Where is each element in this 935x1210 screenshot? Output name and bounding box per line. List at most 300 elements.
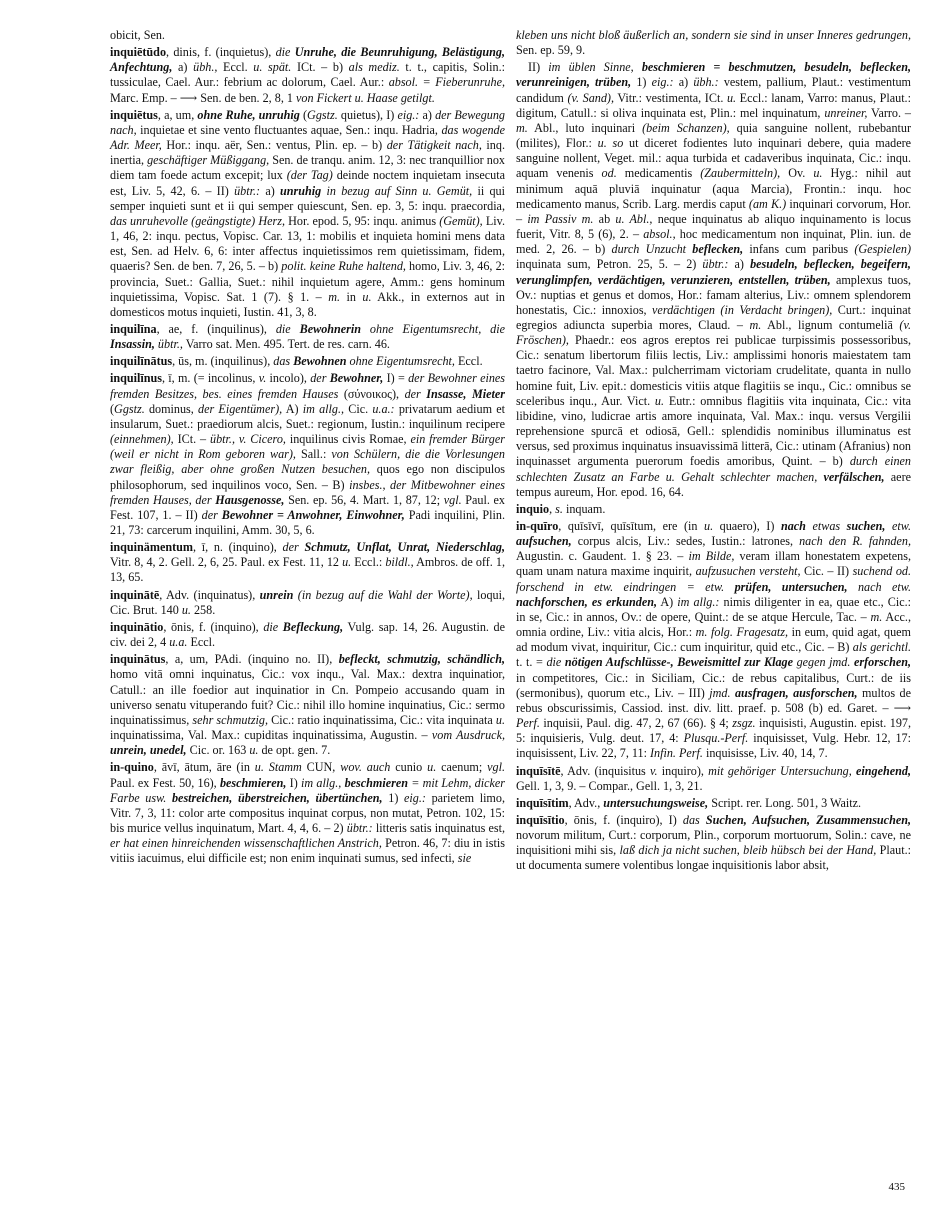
italic-gloss: Ggstz.	[114, 401, 145, 416]
italic-gloss: der Tätigkeit nach,	[386, 138, 482, 153]
entry-text: a)	[260, 183, 281, 198]
italic-gloss: u. so	[597, 136, 624, 151]
italic-gloss: m. folg. Fragesatz,	[695, 625, 789, 640]
italic-gloss: unreiner,	[824, 105, 868, 120]
italic-gloss: im allg.:	[677, 594, 720, 609]
italic-gloss: nach etw.	[847, 579, 911, 594]
entry-text: 1)	[631, 75, 652, 90]
entry-text: Akk., in externos aut in domesticos motus inquieti, Iustin. 41, 3, 8.	[110, 289, 505, 319]
entry-headword: inquīsītim	[516, 795, 569, 810]
definition-emphasis: unrein, unedel,	[110, 743, 187, 758]
entry-text: Cic. or. 163	[186, 743, 250, 758]
entry-text: , quīsīvī, quīsītum, ere (in	[558, 519, 704, 533]
entry-text: veram illam honestatem expetens, quam unam natura maxime inquirit,	[516, 549, 912, 579]
italic-gloss: kleben uns nicht bloß äußerlich an, sondern sie sind in unser Inneres gedrungen,	[516, 28, 911, 42]
entry-headword: inquiētus	[110, 107, 158, 122]
entry-text: privatarum aedium et insularum, Suet.: praediorum alcis, Suet.: regionum, Iustin.: inquilinum recipere	[110, 401, 505, 431]
italic-gloss: aufzusuchen versteht,	[695, 564, 801, 579]
italic-gloss: u.a.	[169, 635, 188, 650]
definition-emphasis: Bewohnen	[293, 354, 347, 369]
italic-gloss: bildl.,	[385, 555, 414, 570]
entry-text: inquam.	[562, 501, 606, 516]
entry-text: a)	[419, 107, 436, 122]
italic-gloss: das unruhevolle (geängstigte) Herz,	[110, 213, 285, 228]
definition-emphasis: beflecken,	[692, 242, 744, 257]
italic-gloss: u.	[726, 90, 737, 105]
entry-text: CUN,	[301, 760, 341, 775]
italic-gloss: Infin. Perf.	[650, 746, 703, 761]
definition-emphasis: Bewohner = Anwohner, Einwohner,	[221, 507, 405, 522]
entry-headword: inquīsītē	[516, 763, 561, 778]
italic-gloss: u.	[427, 760, 437, 775]
entry-text: loqui, Cic. Brut. 140	[110, 587, 505, 617]
italic-gloss: die	[275, 321, 300, 336]
italic-gloss: (Gemüt),	[439, 213, 483, 228]
italic-gloss: (in bezug auf die Wahl der Worte),	[293, 587, 473, 602]
italic-gloss: jmd.	[709, 685, 735, 700]
italic-gloss: od.	[601, 166, 617, 181]
italic-gloss: u.	[362, 289, 372, 304]
dictionary-entry	[110, 588, 505, 618]
entry-text: homo vitā omni inquinatus, Cic.: vox inqu., Val. Max.: dextra inquinatior, Catull.: an ille foedior aut inquinatior in Cn. Pompeio accusando quam in universo senatu vituperando fuit? Cic.: nihil illo homine inquinatius, Cic.: sermo inquinatissimus,	[110, 667, 505, 727]
dictionary-entry	[110, 28, 505, 43]
entry-text: Petron. 46, 7: diu in istis vitiis iacuimus, elui difficile est; non enim inquinati sumus, sed infecti,	[110, 836, 505, 866]
entry-text: inquinatissima, Val. Max.: cupiditas inquinatissima, Augustin. –	[110, 728, 432, 743]
definition-emphasis: nach	[780, 519, 806, 533]
entry-text: ICt. –	[173, 432, 211, 447]
dictionary-entry	[516, 60, 911, 500]
dictionary-entry	[110, 322, 505, 352]
dictionary-entry	[516, 796, 911, 811]
entry-text: in eum, quid agat, quem ad modum vivat, inquiritur, Cic.: cum inquiritur, quid etc., Cic. – B)	[516, 625, 911, 655]
italic-gloss: Ggstz.	[307, 107, 338, 122]
italic-gloss: (v. Sand),	[567, 90, 615, 105]
entry-text: Paul. ex Fest. 107, 1. – II)	[110, 492, 505, 522]
entry-text: Cic. – II)	[800, 564, 853, 579]
entry-text: (	[299, 107, 308, 122]
definition-emphasis: Schmutz, Unflat, Unrat, Niederschlag,	[304, 540, 506, 555]
entry-text: Hyg.: nihil aut minimum aquā pluviā inquinatur (aqua Marcia), Frontin.: inqu. hoc medicamento manus, Scrib. Larg. merdis caput	[516, 166, 911, 211]
entry-text: corpus alcis, Liv.: sedes, Iustin.: latrones,	[571, 534, 800, 549]
entry-text: Sen. de tranqu. anim. 12, 3: nec tranquillior nox diem tam foede actum excepit; lux	[110, 153, 505, 183]
italic-gloss: = mit Lehm, dicker Farbe usw.	[110, 775, 506, 805]
entry-text: I) =	[383, 371, 409, 386]
italic-gloss: (Zaubermitteln),	[700, 166, 781, 181]
dictionary-entry	[110, 45, 505, 106]
italic-gloss: v.	[258, 371, 267, 386]
entry-headword: inquio	[516, 501, 550, 516]
entry-text: inquiro),	[657, 763, 709, 778]
entry-text: Sall.:	[295, 447, 332, 462]
entry-text: Marc. Emp. – ⟶ Sen. de ben. 2, 8, 1	[110, 90, 296, 105]
entry-text: nimis diligenter in ea, quae etc., Cic.: in se, Cic.: in annos, Ov.: de opere, Quint.: de se atque Hercule, Tac. –	[516, 594, 912, 624]
entry-text: (	[110, 401, 115, 416]
italic-gloss: sehr schmutzig,	[192, 712, 269, 727]
entry-text: hoc medicamentum non inquinat, Plin. iun. de med. 2, 26. – b)	[516, 227, 911, 257]
definition-emphasis: beschmieren,	[219, 775, 287, 790]
dictionary-entry	[110, 652, 505, 758]
italic-gloss: vom Ausdruck,	[431, 728, 505, 743]
definition-emphasis: beschmieren	[344, 775, 408, 790]
dictionary-entry	[516, 813, 911, 874]
definition-emphasis: bestreichen, überstreichen, übertünchen,	[171, 790, 383, 805]
entry-text: Eccl.: lanam, Varro: manus, Plaut.: digitum, Catull.: si oliva inquinata est, Plin.: mel inquinatum,	[516, 90, 911, 120]
definition-emphasis: besudeln, beflecken, begeifern, verunglimpfen, verdächtigen, verunzieren, entstellen, trüben,	[516, 257, 911, 287]
italic-gloss: der	[201, 507, 222, 522]
entry-text: Gell. 1, 3, 9. – Compar., Gell. 1, 3, 21.	[516, 778, 703, 793]
entry-headword: in-quīro	[516, 519, 559, 533]
italic-gloss: durch Unzucht	[611, 242, 693, 257]
italic-gloss: gegen jmd.	[792, 655, 854, 670]
italic-gloss: polit. keine Ruhe haltend,	[281, 259, 406, 274]
entry-text: Plaut.: ut documenta sumere volentibus longae inquisitionis labor absit,	[516, 843, 911, 873]
entry-text: Hor.: inqu. aër, Sen.: ventus, Plin. ep. – b)	[161, 138, 387, 153]
entry-text: Sen. ep. 56, 4. Mart. 1, 87, 12;	[284, 492, 444, 507]
italic-gloss: die	[275, 45, 295, 60]
entry-text: inquisisti, Augustin. epist. 197, 5: inquisieris, Vulg. deut. 17, 4:	[516, 716, 911, 746]
entry-text: (σύνοικος),	[338, 386, 405, 401]
entry-headword: inquinātē	[110, 587, 160, 602]
italic-gloss: der	[310, 371, 330, 386]
definition-emphasis: nachforschen, es erkunden,	[516, 594, 658, 609]
entry-text: , ōnis, f. (inquino),	[163, 619, 264, 634]
entry-text: Acc., omnia ordine, Liv.: vitia alcis, Hor.:	[516, 609, 911, 640]
entry-text: t. t. =	[516, 655, 547, 670]
entry-headword: inquiētūdo	[110, 45, 167, 60]
italic-gloss: etw.	[885, 519, 912, 533]
italic-gloss: übtr.:	[346, 820, 373, 835]
definition-emphasis: Insassin,	[110, 337, 155, 352]
page-number: 435	[888, 1181, 905, 1193]
italic-gloss: (am K.)	[748, 196, 787, 211]
entry-text: ii qui semper inquieti sunt et ii qui semper quiescunt, Sen. ep. 3, 5: inqu. praecordia,	[110, 183, 505, 213]
italic-gloss: u.	[654, 393, 665, 408]
italic-gloss: suchend od. forschend in etw. eindringen = etw.	[516, 564, 912, 594]
entry-text: inquilinus civis Romae,	[285, 432, 411, 447]
italic-gloss: wov. auch	[340, 760, 391, 775]
entry-text: deinde noctem inquietam insecuta est, Liv. 5, 42, 6. – II)	[110, 168, 505, 198]
entry-text: , ae, f. (inquilinus),	[156, 321, 276, 336]
italic-gloss: absol.,	[643, 227, 676, 242]
dictionary-entry	[110, 354, 505, 369]
italic-gloss: ein fremder Bürger (weil er nicht in Rom geboren war),	[110, 432, 505, 462]
definition-emphasis: nötigen Aufschlüsse-, Beweismittel zur Klage	[564, 655, 793, 670]
italic-gloss: der Bewohner eines fremden Besitzes, bes. eines fremden Hauses	[110, 371, 506, 401]
italic-gloss: eig.:	[397, 107, 420, 122]
italic-gloss: eig.:	[651, 75, 674, 90]
entry-headword: inquinämentum	[110, 540, 193, 555]
entry-text: multos de rebus obscurissimis, Cassiod. inst. div. litt. praef. p. 508 (b) ed. Garet. – ⟶	[516, 685, 911, 715]
entry-text: Cic.: ratio inquinatissima, Cic.: vita inquinata	[268, 712, 496, 727]
definition-emphasis: Insasse, Mieter	[426, 386, 505, 401]
entry-text: t. t., capitis, Solin.: tussiculae, Cael. Aur.: febrium ac dolorum, Cael. Aur.:	[110, 60, 505, 90]
entry-text: Hor. epod. 5, 95: inqu. animus	[285, 213, 440, 228]
definition-emphasis: eingehend,	[856, 763, 911, 778]
italic-gloss: Perf.	[516, 716, 540, 731]
italic-gloss: eig.:	[404, 790, 426, 805]
dictionary-entry	[516, 519, 911, 762]
entry-text: , ī, m. (= incolinus,	[161, 371, 259, 386]
entry-text: Eccl.	[187, 635, 216, 650]
entry-headword: inquinātus	[110, 652, 166, 667]
entry-text: cunio	[390, 760, 428, 775]
italic-gloss: im allg.,	[302, 401, 345, 416]
entry-text: a)	[172, 60, 194, 75]
entry-text: dominus,	[144, 401, 199, 416]
italic-gloss: er hat einen hinreichenden wissenschaftlichen Anstrich,	[110, 836, 382, 851]
italic-gloss: vgl.	[443, 492, 462, 507]
italic-gloss: u. Stamm	[254, 760, 302, 775]
entry-text: inquisisset, Vulg. Hebr. 12, 17: inquisissent, Liv. 22, 7, 11:	[516, 731, 911, 761]
italic-gloss: s.	[555, 501, 563, 516]
italic-gloss: Plusqu.-Perf.	[683, 731, 749, 746]
entry-text: in competitores, Cic.: in Siciliam, Cic.: de rebus capitalibus, Curt.: de iis (sermonibus), quorum etc., Liv. – III)	[516, 670, 911, 700]
dictionary-entry	[110, 540, 505, 585]
entry-text: inquietae et sine vento fluctuantes aquae, Sen.: inqu. Hadria,	[136, 122, 442, 137]
entry-text: quia sanguine nollent, rubebantur (milites), Flor.:	[516, 120, 911, 151]
italic-gloss: im Passiv m.	[527, 211, 594, 226]
entry-text: , āvī, ātum, āre (in	[153, 760, 255, 775]
italic-gloss: u.	[813, 166, 823, 181]
entry-text: Varro sat. Men. 495. Tert. de res. carn. 46.	[182, 337, 390, 352]
definition-emphasis: Hausgenosse,	[215, 492, 285, 507]
definition-emphasis: unruhig	[280, 183, 322, 198]
dictionary-entry	[110, 108, 505, 320]
entry-text: inquinari corvorum, Hor. –	[516, 196, 911, 226]
italic-gloss: übtr.,	[154, 337, 183, 352]
definition-emphasis: ohne Ruhe, unruhig	[197, 107, 300, 122]
entry-text: I)	[286, 775, 301, 790]
italic-gloss: verdächtigen (in Verdacht bringen),	[652, 302, 833, 317]
dictionary-entry	[516, 28, 911, 58]
entry-text: homo, Liv. 3, 46, 2: provincia, Suet.: Gallia, Suet.: nihil inquietum agere, Amm.: gens hominum inquietissima, Vopisc. Sat. 1 (7). § 1. –	[110, 259, 506, 304]
entry-text: ICt. – b)	[291, 60, 349, 75]
italic-gloss: u.	[342, 555, 352, 570]
entry-text: inquisisse, Liv. 40, 14, 7.	[702, 746, 828, 761]
entry-text: Curt.: inquinat egregios adiuncta superbia mores, Claud. –	[516, 302, 911, 332]
italic-gloss: in bezug auf Sinn u. Gemüt,	[321, 183, 473, 198]
definition-emphasis: suchen,	[846, 519, 886, 533]
entry-text: A)	[657, 594, 678, 609]
entry-text: Padi inquilini, Plin. 21, 73: carcerum inquilini, Amm. 30, 5, 6.	[110, 507, 506, 537]
dictionary-entry	[516, 502, 911, 517]
entry-text: ,	[549, 501, 556, 516]
entry-text: 258.	[190, 602, 216, 617]
italic-gloss: ohne Eigentumsrecht, die	[361, 321, 505, 336]
italic-gloss: der	[282, 540, 305, 555]
italic-gloss: u.	[249, 743, 259, 758]
entry-text: aere tempus aureum, Hor. epod. 16, 64.	[516, 469, 911, 499]
dictionary-entry	[516, 764, 911, 794]
entry-text: , a, um, PAdi. (inquino no. II),	[165, 652, 339, 667]
italic-gloss: die	[546, 655, 565, 670]
italic-gloss: u.	[495, 712, 506, 727]
entry-text: neque inquinatus ab aliquo inquinamento is locus fuerit, Vitr. 8, 5 (6), 2. –	[516, 211, 912, 242]
dictionary-entry	[110, 371, 505, 538]
entry-text: vestem, pallium, Plaut.: vestimentum candidum	[516, 75, 911, 105]
entry-text: novorum militum, Curt.: corporum, Plin., corporum mortuorum, Solin.: cave, ne inquisitioni mihi sis,	[516, 828, 911, 858]
italic-gloss: übtr., v. Cicero,	[210, 432, 286, 447]
definition-emphasis: untersuchungsweise,	[603, 795, 709, 810]
entry-text: ut diceret fodientes luto inquinari debere, quia madere sanguine nollent, Veget. mil.: aqua turbida et cadaveribus inquinata, Cic.: inqu. aquam venenis	[516, 136, 912, 181]
definition-emphasis: unrein	[259, 587, 294, 602]
entry-text: , Adv. (inquisitus	[560, 763, 650, 778]
italic-gloss: das wogende Adr. Meer,	[110, 122, 505, 153]
entry-text: , ūs, m. (inquilinus),	[172, 354, 274, 369]
italic-gloss: m.	[749, 317, 762, 332]
definition-emphasis: prüfen, untersuchen,	[734, 579, 848, 594]
italic-gloss: u.a.:	[372, 401, 395, 416]
dictionary-entry	[110, 760, 505, 866]
entry-text: Sen. ep. 59, 9.	[516, 43, 586, 58]
entry-text: Ambros. de off. 1, 13, 65.	[110, 555, 505, 585]
definition-emphasis: Suchen, Aufsuchen, Zusammensuchen,	[705, 812, 911, 827]
italic-gloss: übtr.:	[234, 183, 261, 198]
entry-text: Liv. 1, 46, 2: inqu. pectus, Vopisc. Car. 13, 1: mobilis et inquieta homini mens data est, Sen. ad Helv. 6, 6: inter affectus inquietissimos rem quietissimam, fidem, quaeris? Sen. de ben. 7, 26, 5. – b)	[110, 213, 505, 274]
entry-text: inquisii, Paul. dig. 47, 2, 67 (66). § 4;	[539, 716, 733, 731]
italic-gloss: geschäftiger Müßiggang,	[147, 153, 270, 168]
entry-text: medicamentis	[616, 166, 701, 181]
italic-gloss: übh.:	[693, 75, 719, 90]
italic-gloss: übh.,	[193, 60, 218, 75]
entry-text: in	[340, 289, 363, 304]
italic-gloss: etwas	[805, 519, 847, 533]
entry-text: Abl., lignum contumeliā	[761, 317, 900, 332]
entry-text: quietus), I)	[337, 107, 398, 122]
italic-gloss: das	[273, 354, 294, 369]
entry-text: obicit, Sen.	[110, 28, 165, 42]
italic-gloss: (v. Fröschen),	[516, 317, 911, 348]
italic-gloss: als mediz.	[348, 60, 400, 75]
italic-gloss: (der Tag)	[286, 168, 333, 183]
italic-gloss: die	[263, 619, 283, 634]
entry-text: a)	[728, 257, 751, 272]
italic-gloss: v.	[650, 763, 658, 778]
entry-text: amplexus tuos, Ov.: nuptias et genus et domos, Hor.: famam alterius, Liv.: omnem splendorem honestatis, Cic.: innoxios,	[516, 272, 912, 317]
italic-gloss: nach den R. fahnden,	[799, 534, 911, 549]
definition-emphasis: Bewohner,	[329, 371, 384, 386]
entry-text: , dinis, f. (inquietus),	[166, 45, 276, 60]
entry-text: Cic.	[344, 401, 373, 416]
entry-text: Script. rer. Long. 501, 3 Waitz.	[708, 795, 862, 810]
entry-text: Eccl.	[217, 60, 254, 75]
entry-text: inq. inertia,	[110, 138, 505, 168]
italic-gloss: u.	[704, 519, 714, 533]
definition-emphasis: befleckt, schmutzig, schändlich,	[338, 652, 505, 667]
entry-headword: inquilīnātus	[110, 354, 173, 369]
entry-text: Vitr.: vestimenta, ICt.	[614, 90, 727, 105]
definition-emphasis: Unruhe, die Beunruhigung, Belästigung, Anfechtung,	[110, 45, 505, 75]
entry-text: Varro. –	[867, 105, 911, 120]
entry-text: a)	[673, 75, 694, 90]
italic-gloss: von Fickert u. Haase getilgt.	[296, 90, 435, 105]
entry-headword: inquilīnus	[110, 371, 162, 386]
italic-gloss: m.	[516, 120, 528, 135]
entry-text: Eccl.	[454, 354, 483, 369]
italic-gloss: der Eigentümer),	[198, 401, 283, 416]
italic-gloss: als gerichtl.	[852, 640, 912, 655]
italic-gloss: absol. = Fieberunruhe,	[388, 75, 505, 90]
italic-gloss: u. spät.	[253, 60, 292, 75]
definition-emphasis: erforschen,	[854, 655, 911, 670]
entry-text: , a, um,	[157, 107, 198, 122]
entry-headword: inquilīna	[110, 321, 157, 336]
definition-emphasis: beschmieren = beschmutzen, besudeln, beflecken, verunreinigen, trüben,	[516, 60, 911, 90]
definition-emphasis: Befleckung,	[282, 619, 344, 634]
entry-text: , ōnis, f. (inquiro), I)	[564, 812, 683, 827]
italic-gloss: vgl.	[487, 760, 505, 775]
italic-gloss: mit gehöriger Untersuchung,	[708, 763, 857, 778]
entry-text: Phaedr.: eos agros ereptos rei publicae turpissimis possessoribus, Cic.: senatum libertorum filiis lectis, Liv.: amplissimi honoris maiestatem tam taetro facinore, Val. Max.: pulcherrimam victoriam crudelitate, quanta in nullo homine fuit, Liv. epit.: domesticis vitiis atque flagitiis se inqu., Cic.: omnibus se sceleribus inqu., Aur. Vict.	[516, 333, 911, 408]
entry-text: , Adv.,	[568, 795, 604, 810]
entry-text: quaero), I)	[713, 519, 781, 533]
entry-text: II)	[528, 60, 549, 75]
italic-gloss: (Gespielen)	[854, 242, 912, 257]
entry-text: ab	[593, 211, 616, 226]
entry-text: A)	[282, 401, 303, 416]
italic-gloss: u.	[181, 602, 191, 617]
italic-gloss: von Schülern, die die Vorlesungen zwar fleißig, aber ohne großen Nutzen besuchen,	[110, 447, 505, 477]
italic-gloss: der Bewegung nach,	[110, 107, 505, 137]
italic-gloss: u. Abl.,	[615, 211, 653, 226]
entry-text: parietem limo, Vitr. 7, 3, 11: color arte compositus inquinat corpus, non mutat, Petron. 102, 15: bis murice vellus inquinatum, Mart. 4, 4, 6. – 2)	[110, 790, 505, 835]
italic-gloss: sie	[457, 851, 472, 866]
definition-emphasis: ausfragen, ausforschen,	[734, 685, 858, 700]
entry-text: Ov.	[780, 166, 814, 181]
entry-text: Paul. ex Fest. 50, 16),	[110, 775, 220, 790]
entry-text: infans cum paribus	[743, 242, 855, 257]
entry-headword: inquinātio	[110, 619, 164, 634]
entry-text: quos ego non discipulos philosophorum, sed inquilinos voco, Sen. – B)	[110, 462, 505, 492]
italic-gloss: im Bilde,	[688, 549, 735, 564]
entry-text: litteris satis inquinatus est,	[372, 820, 506, 835]
left-column	[110, 28, 505, 868]
italic-gloss: im allg.,	[300, 775, 345, 790]
dictionary-entry	[110, 620, 505, 650]
entry-text: Vitr. 8, 4, 2. Gell. 2, 6, 25. Paul. ex Fest. 11, 12	[110, 555, 343, 570]
definition-emphasis: Bewohnerin	[299, 321, 362, 336]
definition-emphasis: verfälschen,	[823, 469, 885, 484]
entry-text: caenum;	[436, 760, 488, 775]
entry-text: , Adv. (inquinatus),	[159, 587, 260, 602]
entry-text: Abl., luto inquinari	[527, 120, 643, 135]
definition-emphasis: aufsuchen,	[516, 534, 572, 549]
italic-gloss: (beim Schanzen),	[642, 120, 730, 135]
italic-gloss: zsgz.	[732, 716, 756, 731]
italic-gloss: im üblen Sinne,	[548, 60, 642, 75]
italic-gloss: (einnehmen),	[110, 432, 174, 447]
entry-text: , ī, n. (inquino),	[193, 540, 283, 555]
italic-gloss: laß dich ja nicht suchen, bleib hübsch bei der Hand,	[619, 843, 877, 858]
entry-text: Eutr.: omnibus flagitiis vita inquinata, Cic.: vita libidine, vino, ludicrae artis amore inquinata, Val. Max.: inqu. versus Vergilii reprehensione spurcā et odiosā, Gell.: splendidis nominibus illuminatus est versus, sed proximus inquinatus insuavissimā litterā, Cic.: utinam (Afranius) non inquinasset argumenta puerorum foedis amoribus, Quint. – b)	[516, 393, 911, 469]
entry-headword: in-quino	[110, 760, 154, 775]
entry-text: Eccl.:	[351, 555, 386, 570]
italic-gloss: m.	[870, 609, 883, 624]
entry-text: Augustin. c. Gaudent. 1. § 23. –	[516, 549, 689, 564]
entry-text: incolo),	[266, 371, 311, 386]
entry-text: inquinata sum, Petron. 25, 5. – 2)	[516, 257, 703, 272]
italic-gloss: durch einen schlechten Zusatz an Farbe u. Gehalt schlechter machen,	[516, 454, 912, 484]
entry-headword: inquīsītio	[516, 812, 565, 827]
italic-gloss: ohne Eigentumsrecht,	[346, 354, 455, 369]
entry-text: Vulg. sap. 14, 26. Augustin. de civ. dei 2, 4	[110, 619, 506, 650]
italic-gloss: m.	[328, 289, 341, 304]
italic-gloss: das	[682, 812, 706, 827]
italic-gloss: der	[404, 386, 427, 401]
right-column	[516, 28, 911, 876]
italic-gloss: insbes., der Mitbewohner eines fremden Hauses, der	[110, 477, 505, 507]
entry-text: de opt. gen. 7.	[258, 743, 331, 758]
